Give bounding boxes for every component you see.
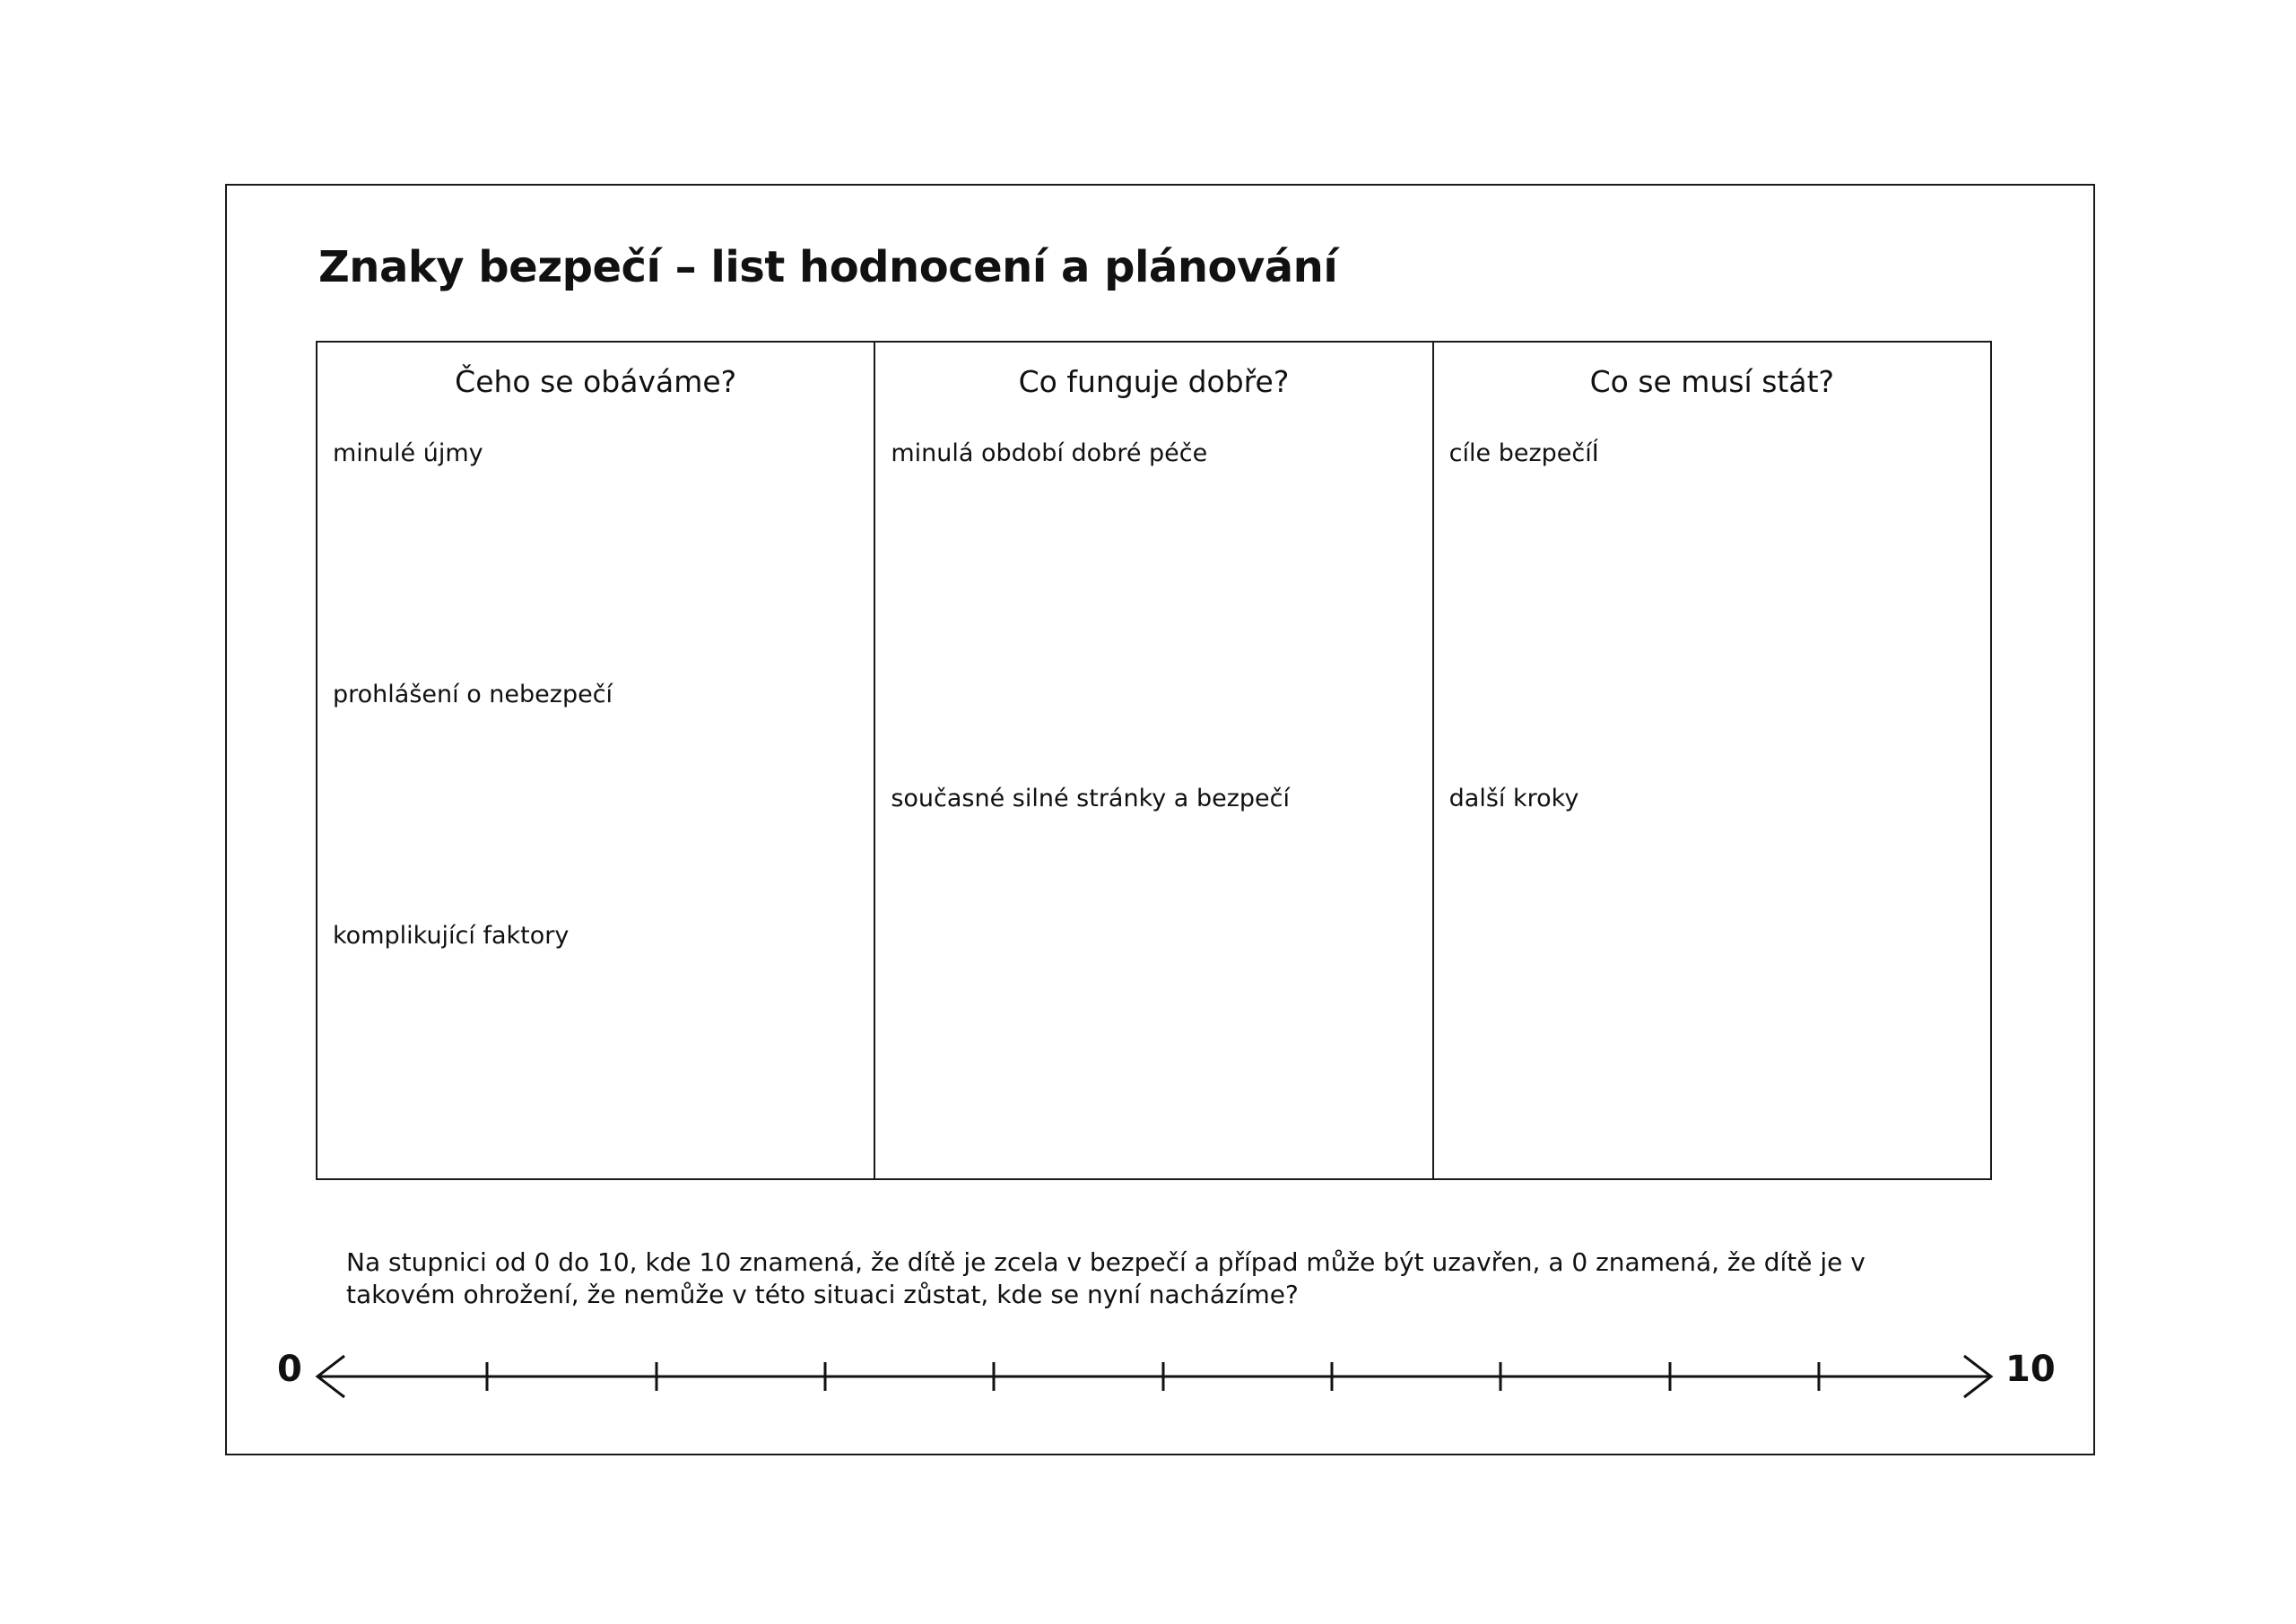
scale-max-label: 10 <box>2005 1349 2056 1390</box>
column-needs-to-happen <box>1432 343 1990 1178</box>
column-header-needs-to-happen: Co se musí stát? <box>1589 364 1835 399</box>
column-header-working-well: Co funguje dobře? <box>1018 364 1290 399</box>
prompt-past-harm: minulé újmy <box>333 439 483 467</box>
prompt-complicating-factors: komplikující faktory <box>333 922 570 950</box>
prompt-past-good-care: minulá období dobré péče <box>891 439 1208 467</box>
prompt-current-strengths: současné silné stránky a bezpečí <box>891 785 1290 812</box>
scale-min-label: 0 <box>277 1349 302 1390</box>
column-working-well <box>874 343 1431 1178</box>
assessment-table <box>316 341 1992 1180</box>
prompt-safety-goals: cíle bezpečíÍ <box>1448 439 1599 467</box>
column-worries <box>317 343 874 1178</box>
prompt-danger-statement: prohlášení o nebezpečí <box>333 681 613 708</box>
prompt-next-steps: další kroky <box>1448 785 1579 812</box>
safety-scale-line[interactable] <box>305 1345 2000 1408</box>
column-header-worries: Čeho se obáváme? <box>455 364 737 399</box>
page-title: Znaky bezpečí – list hodnocení a plánování <box>318 242 1338 292</box>
scaling-question: Na stupnici od 0 do 10, kde 10 znamená, že dítě je zcela v bezpečí a případ může být uzavřen, a 0 znamená, že dítě je v takovém ohrožení, že nemůže v této situaci zůstat, kde se nyní nacházíme? <box>346 1247 1866 1309</box>
